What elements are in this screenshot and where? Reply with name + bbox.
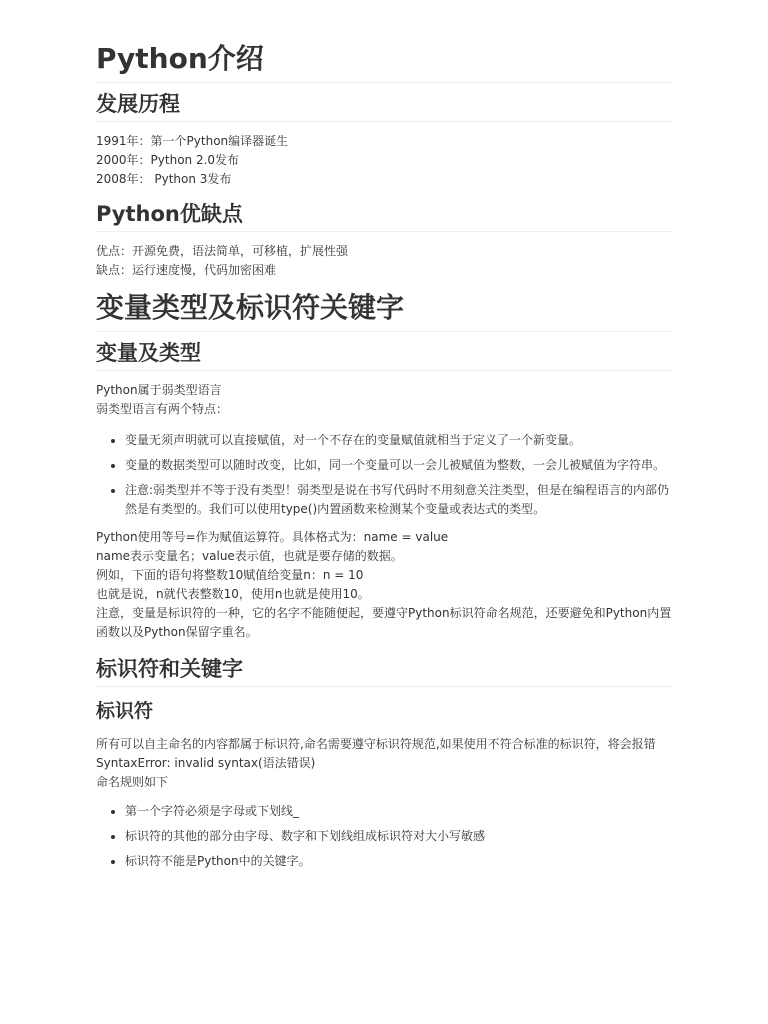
list-item: • 标识符不能是Python中的关键字。: [125, 852, 673, 871]
history-line: 2008年： Python 3发布: [96, 172, 232, 186]
page-title: Python介绍: [96, 40, 673, 83]
list-item: • 变量无须声明就可以直接赋值，对一个不存在的变量赋值就相当于定义了一个新变量。: [125, 431, 673, 450]
history-list: [96, 132, 673, 189]
list-item: • 注意:弱类型并不等于没有类型！弱类型是说在书写代码时不用刻意关注类型，但是在编程语言的内部仍然是有类型的。我们可以使用type()内置函数来检测某个变量或表达式的类型。: [125, 481, 673, 519]
history-line: 1991年：第一个Python编译器诞生: [96, 134, 289, 148]
body-line: 注意，变量是标识符的一种，它的名字不能随便起，要遵守Python标识符命名规范，还要避免和Python内置函数以及Python保留字重名。: [96, 606, 672, 639]
pros-cons-heading: Python优缺点: [96, 199, 673, 232]
body-line: 例如，下面的语句将整数10赋值给变量n：n = 10: [96, 568, 364, 582]
history-heading: 发展历程: [96, 89, 673, 122]
history-line: 2000年：Python 2.0发布: [96, 153, 240, 167]
body-line: 也就是说，n就代表整数10，使用n也就是使用10。: [96, 587, 370, 601]
cons-line: 缺点：运行速度慢，代码加密困难: [96, 263, 277, 277]
pros-cons-list: [96, 242, 673, 280]
weak-typing-list: [96, 431, 673, 519]
body-line: Python使用等号=作为赋值运算符。具体格式为：name = value: [96, 530, 449, 544]
list-item: • 变量的数据类型可以随时改变，比如，同一个变量可以一会儿被赋值为整数，一会儿被赋值为字符串。: [125, 456, 673, 475]
intro-line: Python属于弱类型语言: [96, 383, 222, 397]
identifier-paragraph: [96, 735, 673, 792]
intro-line: 弱类型语言有两个特点：: [96, 402, 229, 416]
variables-intro: [96, 381, 673, 419]
assignment-paragraph: [96, 528, 673, 642]
list-item: • 标识符的其他的部分由字母、数字和下划线组成标识符对大小写敏感: [125, 827, 673, 846]
list-item: • 第一个字符必须是字母或下划线_: [125, 802, 673, 821]
document-page: [96, 40, 673, 871]
identifiers-heading: 标识符和关键字: [96, 654, 673, 687]
body-line: 命名规则如下: [96, 775, 169, 789]
body-line: 所有可以自主命名的内容都属于标识符,命名需要遵守标识符规范,如果使用不符合标准的标识符，将会报错SyntaxError: invalid syntax(语法错误): [96, 737, 656, 770]
section-title: 变量类型及标识符关键字: [96, 289, 673, 332]
variables-heading: 变量及类型: [96, 338, 673, 371]
body-line: name表示变量名；value表示值，也就是要存储的数据。: [96, 549, 403, 563]
pros-line: 优点：开源免费，语法简单，可移植，扩展性强: [96, 244, 349, 258]
naming-rules-list: [96, 802, 673, 871]
identifier-subheading: 标识符: [96, 700, 154, 722]
